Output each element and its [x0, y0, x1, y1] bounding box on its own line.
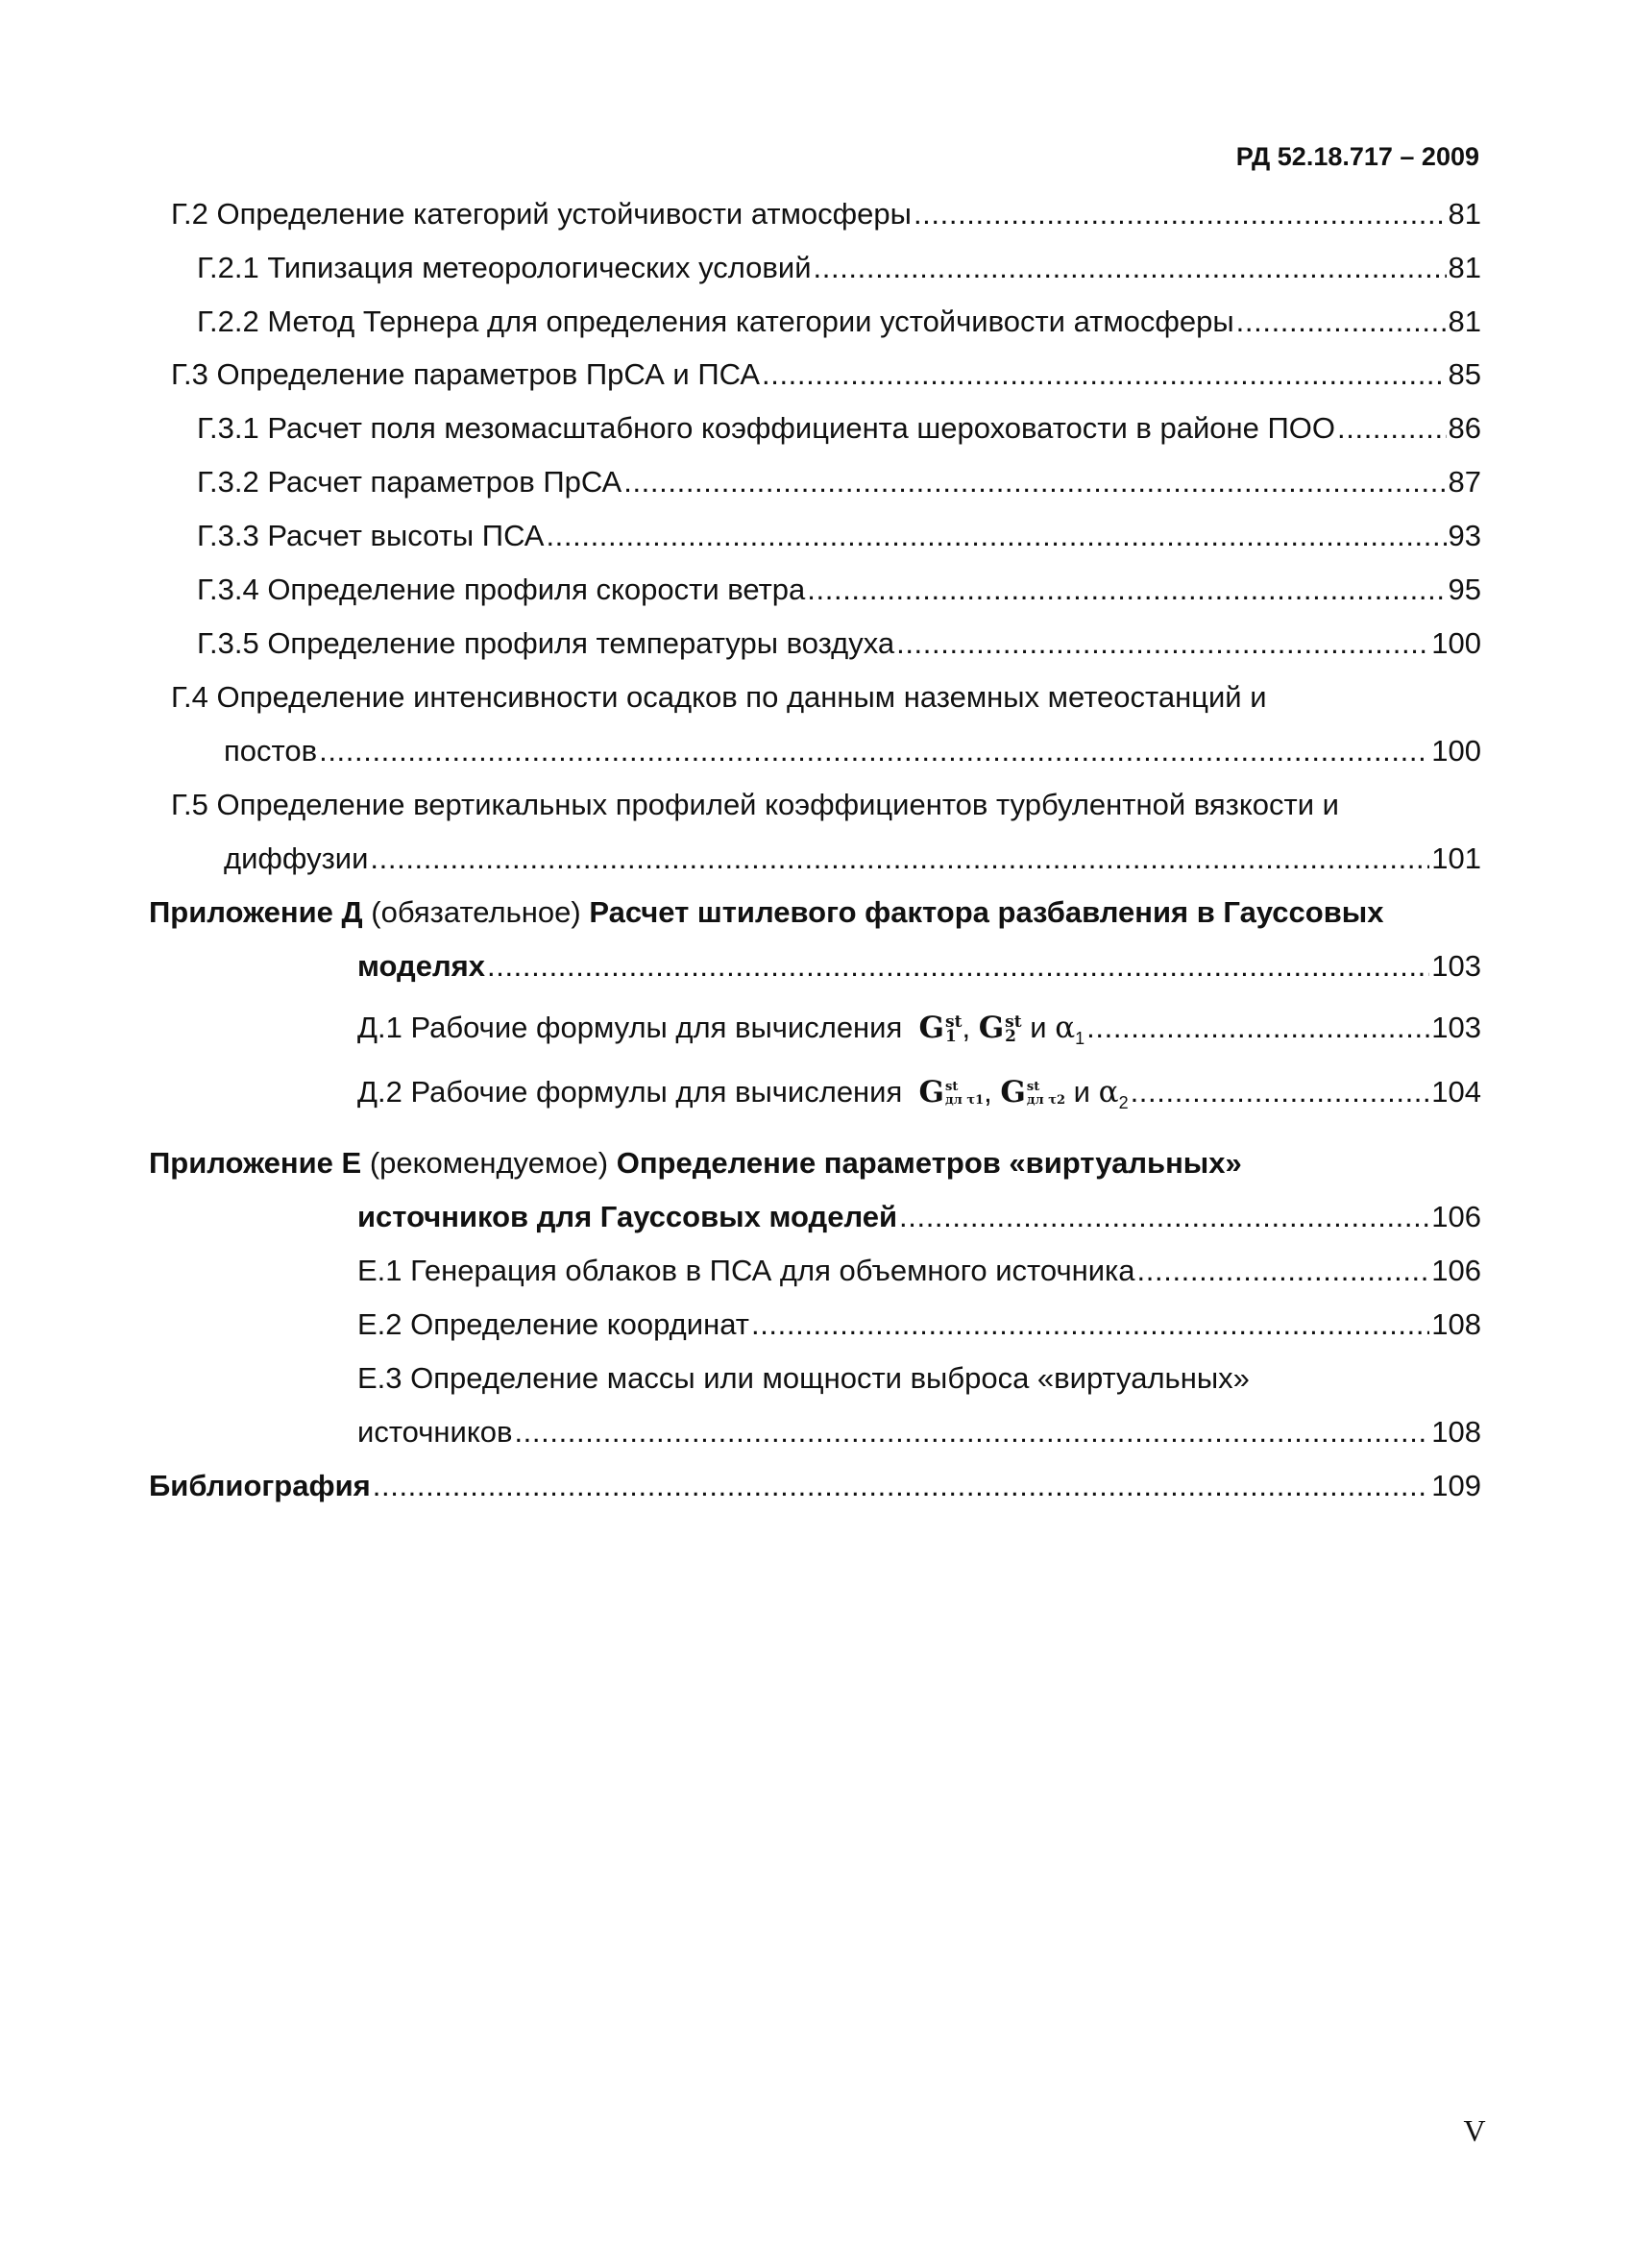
toc-entry-text: Библиография: [149, 1469, 371, 1502]
formula-g2-indices: [1027, 1081, 1065, 1108]
formula-g1: G: [918, 1075, 944, 1110]
formula-subscript: дл τ2: [1026, 1092, 1066, 1108]
formula-superscript: st: [945, 1079, 959, 1094]
toc-entry-text: Г.4 Определение интенсивности осадков по данным наземных метеостанций и: [171, 680, 1267, 714]
toc-entry-text: Г.3.2 Расчет параметров ПрСА: [197, 465, 622, 499]
toc-entry-text: Г.3.4 Определение профиля скорости ветра: [197, 573, 806, 606]
toc-entry-g5[interactable]: [171, 786, 1481, 824]
toc-page-number: 81: [1448, 305, 1481, 338]
formula-g1-indices: [945, 1012, 963, 1046]
toc-entry-text: Е.1 Генерация облаков в ПСА для объемного источника: [357, 1254, 1135, 1287]
toc-entry-e3[interactable]: [357, 1359, 1481, 1398]
toc-entry-text: Д.1 Рабочие формулы для вычисления: [357, 1011, 903, 1044]
formula-g1-indices: [945, 1081, 984, 1108]
toc-entry-text: Г.2.2 Метод Тернера для определения категории устойчивости атмосферы: [197, 305, 1234, 338]
toc-entry-g3-3[interactable]: [197, 517, 1481, 555]
toc-entry-text: Г.3.3 Расчет высоты ПСА: [197, 519, 545, 552]
toc-page-number: 103: [1431, 1011, 1481, 1044]
formula-superscript: st: [1026, 1079, 1040, 1094]
leader-dots: [1086, 1009, 1429, 1047]
toc-entry-text: Е.3 Определение массы или мощности выброса «виртуальных»: [357, 1361, 1250, 1395]
toc-page-number: 103: [1431, 949, 1481, 983]
leader-dots: [1137, 1252, 1430, 1290]
toc-entry-text: диффузии: [224, 841, 369, 875]
formula-alpha-subscript: 1: [1075, 1029, 1085, 1049]
toc-entry-text: Е.2 Определение координат: [357, 1307, 749, 1341]
toc-entry-g2[interactable]: [171, 195, 1481, 233]
formula-alpha-subscript: 2: [1118, 1093, 1129, 1113]
toc-bibliography[interactable]: [149, 1467, 1481, 1505]
toc-entry-g2-1[interactable]: [197, 249, 1481, 287]
toc-entry-g2-2[interactable]: [197, 303, 1481, 341]
toc-page-number: 81: [1448, 251, 1481, 284]
appendix-label: Приложение Е: [149, 1146, 362, 1180]
toc-page-number: 104: [1431, 1075, 1481, 1109]
formula-g2: G: [1000, 1075, 1026, 1110]
toc-entry-e1[interactable]: [357, 1252, 1481, 1290]
toc-entry-g4-continued[interactable]: [224, 732, 1481, 770]
appendix-title: Определение параметров «виртуальных»: [616, 1146, 1242, 1180]
toc-entry-d2[interactable]: [357, 1073, 1481, 1122]
toc-page-number: 100: [1431, 626, 1481, 660]
appendix-kind: (обязательное): [371, 895, 581, 929]
toc-page-number: 106: [1431, 1254, 1481, 1287]
appendix-kind: (рекомендуемое): [369, 1146, 609, 1180]
leader-dots: [762, 355, 1447, 394]
leader-dots: [319, 732, 1429, 770]
toc-entry-text: Г.3.1 Расчет поля мезомасштабного коэффициента шероховатости в районе ПОО: [197, 411, 1336, 445]
leader-dots: [1236, 303, 1447, 341]
leader-dots: [1337, 409, 1446, 448]
formula-separator: ,: [962, 1011, 971, 1044]
appendix-title: Расчет штилевого фактора разбавления в Гауссовых: [589, 895, 1384, 929]
leader-dots: [487, 947, 1429, 986]
toc-page-number: 93: [1448, 519, 1481, 552]
toc-page-number: 106: [1431, 1200, 1481, 1233]
leader-dots: [370, 840, 1429, 878]
leader-dots: [899, 1198, 1429, 1236]
toc-entry-text: Г.2.1 Типизация метеорологических условий: [197, 251, 812, 284]
toc-page-number: 108: [1431, 1307, 1481, 1341]
formula-separator: ,: [984, 1075, 992, 1109]
appendix-label: Приложение Д: [149, 895, 363, 929]
toc-appendix-d[interactable]: [149, 893, 1481, 932]
formula-subscript: 1: [945, 1026, 957, 1046]
toc-appendix-e[interactable]: [149, 1144, 1481, 1183]
toc-page-number: 81: [1448, 197, 1481, 231]
toc-page-number: 108: [1431, 1415, 1481, 1449]
leader-dots: [623, 463, 1446, 501]
formula-g2: G: [978, 1011, 1005, 1045]
toc-entry-g4[interactable]: [171, 678, 1481, 717]
toc-page-number: 100: [1431, 734, 1481, 768]
leader-dots: [514, 1413, 1429, 1451]
leader-dots: [373, 1467, 1430, 1505]
formula-subscript: 2: [1005, 1026, 1017, 1046]
appendix-title-continued: моделях: [357, 949, 485, 983]
toc-page-number: 85: [1448, 357, 1481, 391]
formula-g2-indices: [1005, 1012, 1022, 1046]
toc-entry-d1[interactable]: [357, 1009, 1481, 1058]
toc-appendix-d-continued[interactable]: [357, 947, 1481, 986]
appendix-title-continued: источников для Гауссовых моделей: [357, 1200, 898, 1233]
toc-entry-text: Г.3 Определение параметров ПрСА и ПСА: [171, 357, 760, 391]
leader-dots: [914, 195, 1447, 233]
toc-entry-g3-4[interactable]: [197, 571, 1481, 609]
toc-page-number: 86: [1448, 411, 1481, 445]
formula-superscript: st: [1005, 1012, 1022, 1032]
leader-dots: [546, 517, 1446, 555]
toc-page-number: 87: [1448, 465, 1481, 499]
toc-entry-text: Д.2 Рабочие формулы для вычисления: [357, 1075, 903, 1109]
formula-and: и: [1073, 1075, 1090, 1109]
toc-page-number: 101: [1431, 841, 1481, 875]
toc-entry-text: Г.3.5 Определение профиля температуры воздуха: [197, 626, 895, 660]
toc-entry-g3[interactable]: [171, 355, 1481, 394]
toc-entry-text: Г.5 Определение вертикальных профилей коэффициентов турбулентной вязкости и: [171, 788, 1339, 821]
toc-entry-g3-5[interactable]: [197, 624, 1481, 663]
leader-dots: [896, 624, 1429, 663]
toc-entry-e2[interactable]: [357, 1305, 1481, 1344]
leader-dots: [751, 1305, 1429, 1344]
document-code-header: РД 52.18.717 – 2009: [1235, 142, 1479, 171]
toc-page-number: 95: [1448, 573, 1481, 606]
formula-subscript: дл τ1: [945, 1092, 985, 1108]
page-number: V: [1463, 2113, 1486, 2148]
toc-entry-text: Г.2 Определение категорий устойчивости атмосферы: [171, 197, 912, 231]
formula-and: и: [1030, 1011, 1047, 1044]
toc-entry-text: источников: [357, 1415, 513, 1449]
leader-dots: [807, 571, 1446, 609]
formula-alpha: α: [1098, 1075, 1119, 1110]
toc-entry-g3-2[interactable]: [197, 463, 1481, 501]
toc-entry-g3-1[interactable]: [197, 409, 1481, 448]
toc-entry-e3-continued[interactable]: [357, 1413, 1481, 1451]
toc-appendix-e-continued[interactable]: [357, 1198, 1481, 1236]
formula-superscript: st: [945, 1012, 963, 1032]
toc-page-number: 109: [1431, 1469, 1481, 1502]
leader-dots: [1131, 1073, 1430, 1111]
formula-g1: G: [918, 1011, 944, 1045]
formula-alpha: α: [1055, 1011, 1076, 1045]
toc-entry-g5-continued[interactable]: [224, 840, 1481, 878]
toc-entry-text: постов: [224, 734, 318, 768]
leader-dots: [814, 249, 1447, 287]
